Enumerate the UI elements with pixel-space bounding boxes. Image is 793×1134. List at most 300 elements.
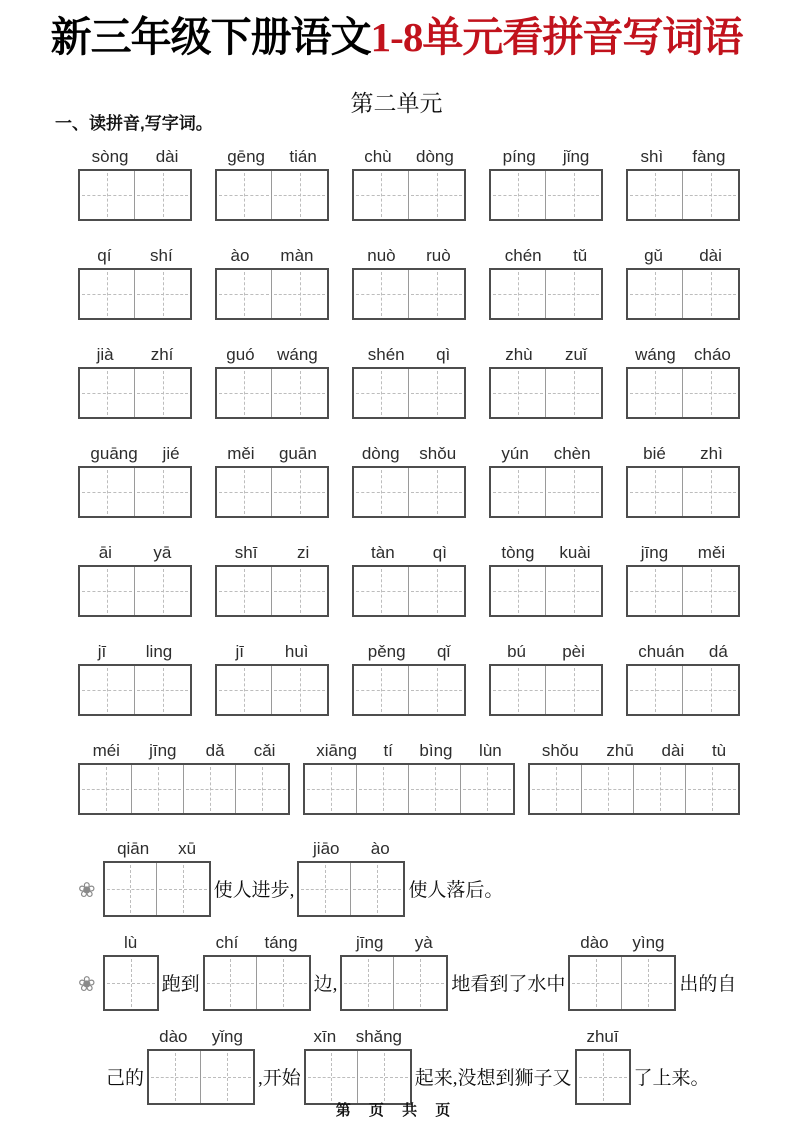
- writing-box: [78, 268, 192, 320]
- writing-cell[interactable]: [409, 765, 461, 813]
- pinyin-line: [489, 141, 603, 167]
- writing-cell[interactable]: [570, 957, 622, 1009]
- writing-cell[interactable]: [409, 270, 464, 318]
- writing-cell[interactable]: [409, 369, 464, 417]
- pinyin-line: [575, 1022, 631, 1047]
- writing-cell[interactable]: [354, 468, 409, 516]
- page-title: [0, 12, 793, 63]
- writing-box: [203, 955, 311, 1011]
- writing-box: [78, 367, 192, 419]
- pinyin-syllable: wáng: [635, 345, 676, 365]
- writing-cell[interactable]: [272, 468, 327, 516]
- writing-cell[interactable]: [135, 567, 190, 615]
- writing-cell[interactable]: [628, 567, 683, 615]
- writing-box: [352, 565, 466, 617]
- writing-cell[interactable]: [354, 369, 409, 417]
- writing-cell[interactable]: [686, 765, 738, 813]
- sentence-text: 己的: [106, 1068, 145, 1090]
- pinyin-line: [626, 141, 740, 167]
- pinyin-box-unit: [304, 1022, 412, 1105]
- pinyin-syllable: píng: [502, 147, 536, 167]
- writing-cell[interactable]: [622, 957, 674, 1009]
- pinyin-syllable: tòng: [501, 543, 535, 563]
- pinyin-syllable: jié: [162, 444, 180, 464]
- writing-cell[interactable]: [272, 171, 327, 219]
- writing-cell[interactable]: [491, 567, 546, 615]
- writing-cell[interactable]: [628, 270, 683, 318]
- pinyin-syllable: zuǐ: [565, 345, 587, 365]
- pinyin-syllable: āi: [98, 543, 112, 563]
- word-group: [626, 141, 740, 221]
- pinyin-syllable: zhí: [150, 345, 174, 365]
- pinyin-syllable: dòng: [361, 444, 400, 464]
- pinyin-syllable: dòng: [415, 147, 454, 167]
- pinyin-syllable: ào: [370, 839, 390, 859]
- writing-cell[interactable]: [577, 1051, 629, 1103]
- writing-cell[interactable]: [409, 666, 464, 714]
- writing-box: [489, 466, 603, 518]
- writing-cell[interactable]: [357, 765, 409, 813]
- writing-cell[interactable]: [135, 270, 190, 318]
- writing-box: [303, 763, 515, 815]
- pinyin-line: [489, 240, 603, 266]
- writing-cell[interactable]: [149, 1051, 201, 1103]
- writing-cell[interactable]: [530, 765, 582, 813]
- writing-cell[interactable]: [394, 957, 446, 1009]
- pinyin-syllable: jǐng: [562, 147, 590, 167]
- pinyin-syllable: bìng: [419, 741, 453, 761]
- sentence-text: 跑到: [161, 974, 200, 996]
- writing-box: [489, 367, 603, 419]
- writing-cell[interactable]: [272, 369, 327, 417]
- pinyin-line: [297, 834, 405, 859]
- pinyin-syllable: jīng: [356, 933, 384, 953]
- pinyin-syllable: pèi: [562, 642, 585, 662]
- writing-cell[interactable]: [491, 270, 546, 318]
- word-group: [626, 537, 740, 617]
- writing-cell[interactable]: [546, 468, 601, 516]
- writing-cell[interactable]: [80, 666, 135, 714]
- word-group: [489, 240, 603, 320]
- pinyin-syllable: yún: [501, 444, 529, 464]
- writing-box: [352, 169, 466, 221]
- pinyin-line: [352, 141, 466, 167]
- pinyin-syllable: měi: [697, 543, 726, 563]
- writing-box: [528, 763, 740, 815]
- writing-cell[interactable]: [135, 171, 190, 219]
- writing-cell[interactable]: [132, 765, 184, 813]
- pinyin-syllable: guān: [278, 444, 317, 464]
- writing-box: [626, 169, 740, 221]
- pinyin-line: [215, 240, 329, 266]
- pinyin-syllable: jià: [96, 345, 114, 365]
- pinyin-line: [78, 438, 192, 464]
- worksheet-page: [0, 12, 793, 1134]
- pinyin-syllable: zi: [296, 543, 310, 563]
- writing-cell[interactable]: [409, 171, 464, 219]
- pinyin-syllable: bú: [507, 642, 527, 662]
- sentence-text: ,开始: [258, 1068, 301, 1090]
- pinyin-syllable: fàng: [692, 147, 726, 167]
- pinyin-line: [626, 240, 740, 266]
- writing-box: [297, 861, 405, 917]
- word-group: [489, 438, 603, 518]
- writing-cell[interactable]: [201, 1051, 253, 1103]
- word-group: [626, 438, 740, 518]
- pinyin-line: [352, 636, 466, 662]
- writing-cell[interactable]: [546, 369, 601, 417]
- writing-cell[interactable]: [409, 468, 464, 516]
- writing-box: [489, 565, 603, 617]
- word-row: [0, 240, 793, 320]
- pinyin-syllable: jī: [97, 642, 107, 662]
- word-group: [489, 141, 603, 221]
- pinyin-syllable: jīng: [149, 741, 177, 761]
- writing-cell[interactable]: [217, 567, 272, 615]
- writing-box: [340, 955, 448, 1011]
- writing-cell[interactable]: [135, 468, 190, 516]
- pinyin-line: [352, 240, 466, 266]
- pinyin-syllable: gēng: [227, 147, 266, 167]
- writing-cell[interactable]: [305, 765, 357, 813]
- pinyin-line: [215, 141, 329, 167]
- writing-cell[interactable]: [157, 863, 209, 915]
- pinyin-line: [103, 928, 159, 953]
- pinyin-syllable: xiāng: [316, 741, 357, 761]
- pinyin-syllable: dài: [661, 741, 685, 761]
- writing-cell[interactable]: [135, 369, 190, 417]
- word-group: [78, 636, 192, 716]
- writing-cell[interactable]: [546, 171, 601, 219]
- pinyin-line: [78, 141, 192, 167]
- pinyin-syllable: qì: [432, 543, 447, 563]
- word-grid-section: [0, 141, 793, 815]
- pinyin-syllable: dào: [159, 1027, 188, 1047]
- pinyin-syllable: bié: [643, 444, 666, 464]
- pinyin-syllable: tàn: [371, 543, 395, 563]
- pinyin-syllable: xīn: [313, 1027, 337, 1047]
- pinyin-syllable: ling: [145, 642, 173, 662]
- writing-cell[interactable]: [354, 567, 409, 615]
- pinyin-line: [568, 928, 676, 953]
- writing-cell[interactable]: [217, 171, 272, 219]
- pinyin-syllable: qǐ: [437, 642, 451, 662]
- pinyin-line: [626, 537, 740, 563]
- writing-cell[interactable]: [80, 270, 135, 318]
- pinyin-syllable: gǔ: [644, 246, 664, 266]
- pinyin-syllable: lùn: [479, 741, 502, 761]
- word-group: [303, 735, 515, 815]
- writing-cell[interactable]: [546, 567, 601, 615]
- pinyin-syllable: chí: [215, 933, 239, 953]
- sentence-row: [0, 928, 793, 1011]
- writing-box: [352, 268, 466, 320]
- sentence-row: [0, 1022, 793, 1105]
- writing-box: [626, 664, 740, 716]
- writing-box: [147, 1049, 255, 1105]
- sentence-text: 地看到了水中: [451, 974, 566, 996]
- pinyin-syllable: shén: [367, 345, 405, 365]
- pinyin-syllable: yā: [153, 543, 172, 563]
- writing-cell[interactable]: [105, 957, 157, 1009]
- writing-cell[interactable]: [628, 369, 683, 417]
- pinyin-syllable: zhù: [505, 345, 533, 365]
- writing-cell[interactable]: [683, 567, 738, 615]
- pinyin-line: [103, 834, 211, 859]
- pinyin-syllable: huì: [284, 642, 309, 662]
- writing-cell[interactable]: [217, 468, 272, 516]
- instruction-text: 一、读拼音,写字词。: [55, 114, 213, 134]
- writing-cell[interactable]: [628, 468, 683, 516]
- pinyin-syllable: ruò: [426, 246, 451, 266]
- pinyin-line: [352, 537, 466, 563]
- writing-cell[interactable]: [351, 863, 403, 915]
- word-group: [626, 240, 740, 320]
- pinyin-box-unit: [568, 928, 676, 1011]
- writing-cell[interactable]: [409, 567, 464, 615]
- writing-box: [626, 466, 740, 518]
- pinyin-syllable: táng: [264, 933, 298, 953]
- pinyin-syllable: dài: [155, 147, 179, 167]
- writing-box: [78, 664, 192, 716]
- writing-cell[interactable]: [80, 171, 135, 219]
- writing-cell[interactable]: [546, 666, 601, 714]
- pinyin-line: [215, 438, 329, 464]
- pinyin-box-unit: [103, 834, 211, 917]
- writing-cell[interactable]: [546, 270, 601, 318]
- pinyin-line: [489, 636, 603, 662]
- word-group: [528, 735, 740, 815]
- pinyin-syllable: yà: [414, 933, 433, 953]
- pinyin-syllable: yìng: [632, 933, 665, 953]
- writing-cell[interactable]: [105, 863, 157, 915]
- writing-cell[interactable]: [683, 468, 738, 516]
- pinyin-syllable: měi: [227, 444, 255, 464]
- pinyin-line: [352, 438, 466, 464]
- writing-cell[interactable]: [354, 666, 409, 714]
- page-footer: 第 页 共 页: [335, 1102, 458, 1119]
- word-row: [0, 141, 793, 221]
- pinyin-syllable: dào: [580, 933, 609, 953]
- pinyin-syllable: zhì: [700, 444, 723, 464]
- writing-cell[interactable]: [257, 957, 309, 1009]
- pinyin-line: [78, 636, 192, 662]
- writing-box: [352, 367, 466, 419]
- writing-box: [215, 367, 329, 419]
- pinyin-syllable: chù: [364, 147, 392, 167]
- writing-box: [489, 268, 603, 320]
- pinyin-line: [203, 928, 311, 953]
- pinyin-syllable: jīng: [640, 543, 669, 563]
- writing-cell[interactable]: [184, 765, 236, 813]
- word-row: [0, 636, 793, 716]
- writing-cell[interactable]: [354, 270, 409, 318]
- word-group: [352, 240, 466, 320]
- pinyin-syllable: tù: [711, 741, 727, 761]
- pinyin-syllable: dǎ: [205, 741, 225, 761]
- page-title-black: 新三年级下册语文: [50, 14, 371, 60]
- writing-cell[interactable]: [205, 957, 257, 1009]
- writing-box: [352, 466, 466, 518]
- pinyin-syllable: chèn: [553, 444, 591, 464]
- writing-cell[interactable]: [80, 567, 135, 615]
- pinyin-line: [489, 537, 603, 563]
- writing-cell[interactable]: [299, 863, 351, 915]
- pinyin-syllable: ào: [230, 246, 250, 266]
- pinyin-box-unit: [203, 928, 311, 1011]
- sentence-text: 了上来。: [633, 1068, 710, 1090]
- pinyin-syllable: qì: [436, 345, 451, 365]
- writing-cell[interactable]: [683, 270, 738, 318]
- pinyin-box-unit: [575, 1022, 631, 1105]
- writing-cell[interactable]: [491, 171, 546, 219]
- word-row: [0, 438, 793, 518]
- writing-cell[interactable]: [217, 369, 272, 417]
- pinyin-syllable: yǐng: [211, 1027, 243, 1047]
- pinyin-syllable: shí: [150, 246, 173, 266]
- pinyin-syllable: shǎng: [355, 1027, 403, 1047]
- writing-box: [626, 268, 740, 320]
- sentence-section: [0, 834, 793, 1105]
- sentence-text: 出的自: [679, 974, 737, 996]
- sentence-text: 使人落后。: [408, 880, 504, 902]
- pinyin-syllable: tǔ: [573, 246, 588, 266]
- word-group: [489, 636, 603, 716]
- pinyin-line: [626, 636, 740, 662]
- pinyin-line: [626, 438, 740, 464]
- writing-box: [626, 565, 740, 617]
- pinyin-syllable: cǎi: [253, 741, 276, 761]
- sentence-row: [0, 834, 793, 917]
- word-group: [78, 735, 290, 815]
- writing-cell[interactable]: [683, 369, 738, 417]
- header-line: [0, 85, 793, 137]
- flower-icon: ❀: [78, 973, 96, 997]
- writing-box: [568, 955, 676, 1011]
- pinyin-box-unit: [147, 1022, 255, 1105]
- writing-cell[interactable]: [80, 369, 135, 417]
- writing-box: [78, 169, 192, 221]
- writing-cell[interactable]: [236, 765, 288, 813]
- pinyin-line: [78, 339, 192, 365]
- word-group: [352, 438, 466, 518]
- word-group: [78, 438, 192, 518]
- writing-cell[interactable]: [272, 270, 327, 318]
- word-group: [215, 141, 329, 221]
- word-row: [0, 735, 793, 815]
- word-group: [78, 240, 192, 320]
- pinyin-syllable: méi: [92, 741, 120, 761]
- pinyin-syllable: guāng: [90, 444, 138, 464]
- pinyin-line: [78, 537, 192, 563]
- pinyin-line: [489, 339, 603, 365]
- sentence-text: 起来,没想到狮子又: [414, 1068, 572, 1090]
- writing-cell[interactable]: [135, 666, 190, 714]
- writing-cell[interactable]: [491, 468, 546, 516]
- pinyin-syllable: shǒu: [541, 741, 579, 761]
- pinyin-line: [352, 339, 466, 365]
- pinyin-syllable: shī: [234, 543, 258, 563]
- writing-cell[interactable]: [683, 171, 738, 219]
- word-group: [215, 240, 329, 320]
- writing-cell[interactable]: [217, 270, 272, 318]
- pinyin-syllable: lù: [123, 933, 138, 953]
- writing-box: [103, 955, 159, 1011]
- writing-box: [352, 664, 466, 716]
- writing-box: [103, 861, 211, 917]
- word-group: [352, 141, 466, 221]
- writing-cell[interactable]: [217, 666, 272, 714]
- writing-cell[interactable]: [342, 957, 394, 1009]
- pinyin-line: [489, 438, 603, 464]
- word-group: [78, 537, 192, 617]
- sentence-text: 使人进步,: [213, 880, 295, 902]
- pinyin-syllable: jī: [235, 642, 244, 662]
- pinyin-syllable: xū: [178, 839, 197, 859]
- writing-box: [304, 1049, 412, 1105]
- writing-cell[interactable]: [272, 567, 327, 615]
- word-group: [78, 339, 192, 419]
- pinyin-syllable: shǒu: [419, 444, 457, 464]
- writing-box: [489, 169, 603, 221]
- pinyin-line: [215, 537, 329, 563]
- pinyin-syllable: nuò: [367, 246, 396, 266]
- word-row: [0, 537, 793, 617]
- writing-cell[interactable]: [358, 1051, 410, 1103]
- writing-box: [215, 169, 329, 221]
- writing-cell[interactable]: [80, 765, 132, 813]
- pinyin-line: [147, 1022, 255, 1047]
- writing-cell[interactable]: [491, 666, 546, 714]
- pinyin-line: [304, 1022, 412, 1047]
- word-group: [489, 537, 603, 617]
- writing-box: [78, 565, 192, 617]
- writing-box: [215, 268, 329, 320]
- writing-cell[interactable]: [461, 765, 513, 813]
- pinyin-syllable: tián: [289, 147, 317, 167]
- writing-cell[interactable]: [634, 765, 686, 813]
- pinyin-syllable: dài: [699, 246, 722, 266]
- pinyin-line: [340, 928, 448, 953]
- writing-cell[interactable]: [628, 171, 683, 219]
- writing-cell[interactable]: [354, 171, 409, 219]
- pinyin-line: [215, 636, 329, 662]
- writing-cell[interactable]: [582, 765, 634, 813]
- pinyin-syllable: zhuī: [586, 1027, 619, 1047]
- pinyin-syllable: qí: [97, 246, 112, 266]
- pinyin-syllable: kuài: [559, 543, 591, 563]
- pinyin-line: [626, 339, 740, 365]
- pinyin-syllable: guó: [226, 345, 255, 365]
- pinyin-syllable: sòng: [91, 147, 129, 167]
- pinyin-line: [78, 240, 192, 266]
- pinyin-line: [528, 735, 740, 761]
- writing-cell[interactable]: [80, 468, 135, 516]
- pinyin-line: [215, 339, 329, 365]
- writing-box: [215, 664, 329, 716]
- writing-cell[interactable]: [683, 666, 738, 714]
- writing-cell[interactable]: [491, 369, 546, 417]
- writing-cell[interactable]: [628, 666, 683, 714]
- pinyin-box-unit: [103, 928, 159, 1011]
- writing-cell[interactable]: [306, 1051, 358, 1103]
- writing-cell[interactable]: [272, 666, 327, 714]
- word-group: [626, 636, 740, 716]
- writing-box: [215, 565, 329, 617]
- writing-box: [215, 466, 329, 518]
- pinyin-syllable: cháo: [693, 345, 731, 365]
- flower-icon: ❀: [78, 879, 96, 903]
